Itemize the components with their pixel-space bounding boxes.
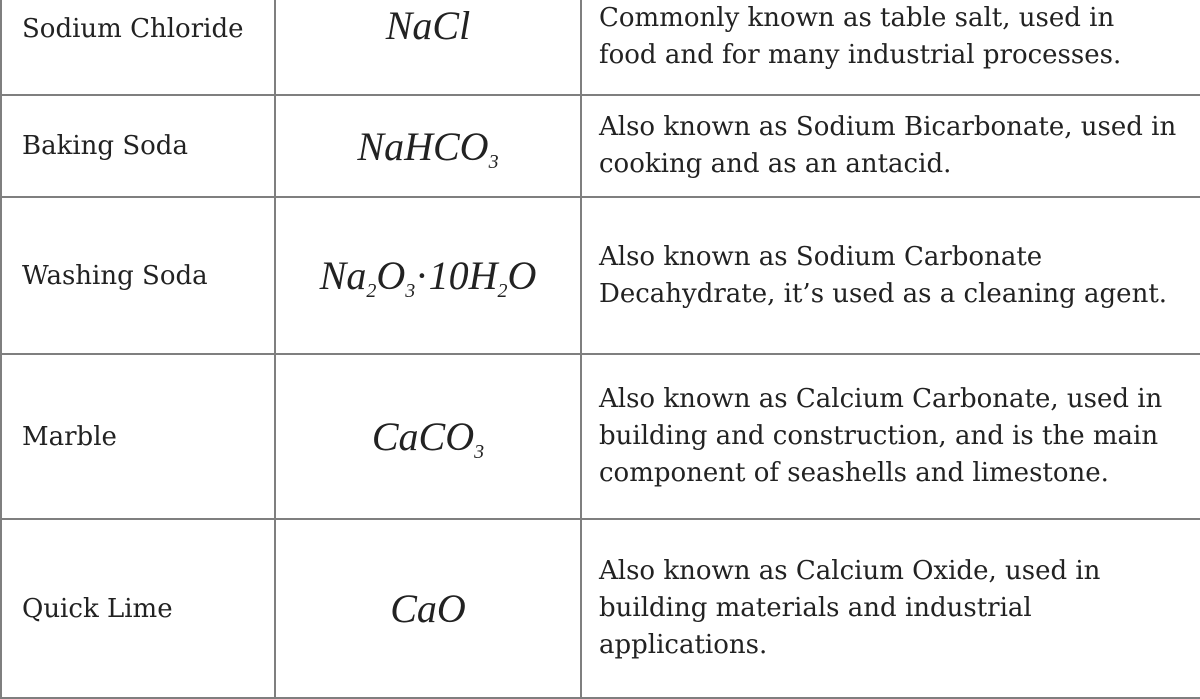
compound-name: Baking Soda xyxy=(1,95,275,197)
description-line: building and construction, and is the main xyxy=(599,421,1159,451)
description-line: applications. xyxy=(599,630,768,660)
formula-dot: · xyxy=(415,253,429,298)
formula-text: 10H xyxy=(428,253,498,298)
compound-name: Sodium Chloride xyxy=(1,0,275,95)
description-line: building materials and industrial xyxy=(599,593,1032,623)
formula-subscript: 3 xyxy=(474,441,485,463)
formula-subscript: 2 xyxy=(366,280,377,302)
table-row xyxy=(1,0,1200,95)
formula-text: CaCO xyxy=(371,414,475,459)
compounds-table-body xyxy=(1,0,1200,698)
description-line: component of seashells and limestone. xyxy=(599,458,1109,488)
description-line: food and for many industrial processes. xyxy=(599,40,1122,70)
table-row xyxy=(1,197,1200,354)
formula-text: Na xyxy=(319,253,367,298)
chemical-formula xyxy=(275,519,581,698)
compound-name: Washing Soda xyxy=(1,197,275,354)
compound-description xyxy=(581,0,1200,95)
formula-text: O xyxy=(376,253,406,298)
formula-text: O xyxy=(507,253,537,298)
compound-description xyxy=(581,354,1200,519)
description-line: Also known as Calcium Oxide, used in xyxy=(599,556,1101,586)
compound-name: Marble xyxy=(1,354,275,519)
chemical-formula xyxy=(275,354,581,519)
table-row xyxy=(1,95,1200,197)
compound-description xyxy=(581,95,1200,197)
formula-text: NaHCO xyxy=(357,123,489,169)
table-row xyxy=(1,519,1200,698)
description-line: Also known as Calcium Carbonate, used in xyxy=(599,384,1163,414)
description-line: Also known as Sodium Carbonate xyxy=(599,241,1043,272)
compound-name: Quick Lime xyxy=(1,519,275,698)
formula-subscript: 3 xyxy=(405,280,416,302)
formula-subscript: 2 xyxy=(497,280,508,302)
description-line: Commonly known as table salt, used in xyxy=(599,3,1115,33)
formula-text: NaCl xyxy=(385,3,471,48)
chemical-formula xyxy=(275,0,581,95)
compound-description xyxy=(581,197,1200,354)
description-line: Also known as Sodium Bicarbonate, used in xyxy=(599,112,1177,142)
table-row xyxy=(1,354,1200,519)
chemical-formula xyxy=(275,95,581,197)
compound-description xyxy=(581,519,1200,698)
chemical-formula xyxy=(275,197,581,354)
formula-text: CaO xyxy=(390,586,466,631)
formula-subscript: 3 xyxy=(488,150,499,173)
description-line: cooking and as an antacid. xyxy=(599,149,952,179)
description-line: Decahydrate, it’s used as a cleaning agent. xyxy=(599,278,1168,309)
